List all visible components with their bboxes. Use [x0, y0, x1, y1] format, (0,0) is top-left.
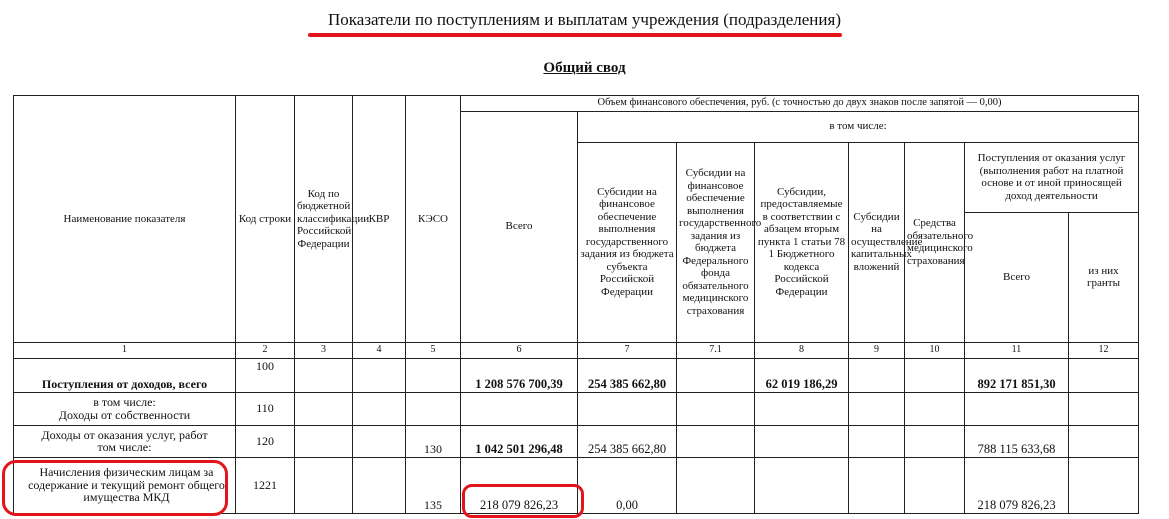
header-oms-funds: Средства обязательного медицинского страхования	[905, 142, 965, 342]
row-c8: 62 019 186,29	[755, 358, 849, 392]
row-c11	[965, 392, 1069, 425]
row-name-line: в том числе:	[93, 395, 156, 409]
row-c8	[755, 392, 849, 425]
row-name-line: Доходы от оказания услуг, работ	[41, 427, 208, 442]
col-num: 2	[236, 342, 295, 358]
table-row	[14, 358, 1139, 392]
row-c12	[1069, 392, 1139, 425]
row-c12	[1069, 425, 1139, 457]
row-c7	[578, 392, 677, 425]
col-num: 4	[353, 342, 406, 358]
row-c11: 218 079 826,23	[965, 457, 1069, 513]
header-volume: Объем финансового обеспечения, руб. (с точностью до двух знаков после запятой — 0,00)	[461, 96, 1139, 112]
row-name: Поступления от доходов, всего	[14, 358, 236, 392]
header-kvr: КВР	[353, 96, 406, 343]
row-c8	[755, 425, 849, 457]
row-kvr	[353, 392, 406, 425]
section-title: Общий свод	[543, 60, 626, 76]
row-c71	[677, 392, 755, 425]
row-c9	[849, 392, 905, 425]
row-total: 218 079 826,23	[461, 457, 578, 513]
row-budget-code	[295, 392, 353, 425]
highlight-oval-row-name	[2, 460, 228, 516]
row-kosgu: 130	[406, 425, 461, 457]
row-total	[461, 392, 578, 425]
table-row	[14, 425, 1139, 457]
row-name: Начисления физическим лицам за содержание и текущий ремонт общего имущества МКД	[14, 457, 236, 513]
row-c9	[849, 358, 905, 392]
row-c9	[849, 425, 905, 457]
col-num: 7	[578, 342, 677, 358]
row-c12	[1069, 358, 1139, 392]
page-title: Показатели по поступлениям и выплатам учреждения (подразделения)	[328, 10, 841, 29]
row-c71	[677, 358, 755, 392]
row-c8	[755, 457, 849, 513]
header-name: Наименование показателя	[14, 96, 236, 343]
row-c10	[905, 358, 965, 392]
row-c11: 788 115 633,68	[965, 425, 1069, 457]
row-kosgu	[406, 358, 461, 392]
column-number-row	[14, 342, 1139, 358]
row-budget-code	[295, 358, 353, 392]
row-code: 110	[236, 392, 295, 425]
row-name	[14, 425, 236, 457]
row-c10	[905, 457, 965, 513]
table-row	[14, 392, 1139, 425]
header-including: в том числе:	[578, 111, 1139, 142]
highlight-oval-row-total	[462, 484, 584, 518]
col-num: 8	[755, 342, 849, 358]
row-c7: 0,00	[578, 457, 677, 513]
row-total: 1 042 501 296,48	[461, 425, 578, 457]
row-c11: 892 171 851,30	[965, 358, 1069, 392]
row-c71	[677, 457, 755, 513]
title-highlight-underline	[308, 33, 842, 37]
col-num: 10	[905, 342, 965, 358]
row-c9	[849, 457, 905, 513]
row-code: 100	[236, 358, 295, 392]
header-subsidy-capital: Субсидии на осуществление капитальных вложений	[849, 142, 905, 342]
row-kvr	[353, 457, 406, 513]
header-code: Код строки	[236, 96, 295, 343]
row-code: 1221	[236, 457, 295, 513]
col-num: 9	[849, 342, 905, 358]
row-c10	[905, 392, 965, 425]
header-budget-code: Код по бюджетной классификации Российской Федерации	[295, 96, 353, 343]
row-c12	[1069, 457, 1139, 513]
row-c71	[677, 425, 755, 457]
header-paid-total: Всего	[965, 212, 1069, 342]
header-grants: из них гранты	[1069, 212, 1139, 342]
row-c7: 254 385 662,80	[578, 425, 677, 457]
row-name-line: том числе:	[97, 440, 152, 454]
col-num: 6	[461, 342, 578, 358]
header-subsidy-oms: Субсидии на финансовое обеспечение выполнения государственного задания из бюджета Федерального фонда обязательного медицинского страхования	[677, 142, 755, 342]
header-subsidy-state: Субсидии на финансовое обеспечение выполнения государственного задания из бюджета субъекта Российской Федерации	[578, 142, 677, 342]
col-num: 12	[1069, 342, 1139, 358]
header-paid-services: Поступления от оказания услуг (выполнения работ на платной основе и от иной приносящей доход деятельности	[965, 142, 1139, 212]
finance-table	[13, 95, 1139, 514]
row-c7: 254 385 662,80	[578, 358, 677, 392]
col-num: 3	[295, 342, 353, 358]
row-kvr	[353, 425, 406, 457]
row-total: 1 208 576 700,39	[461, 358, 578, 392]
col-num: 7.1	[677, 342, 755, 358]
col-num: 11	[965, 342, 1069, 358]
row-name	[14, 392, 236, 425]
row-name-line: Доходы от собственности	[58, 407, 191, 422]
header-subsidy-78: Субсидии, предоставляемые в соответствии с абзацем вторым пункта 1 статьи 78 1 Бюджетного кодекса Российской Федерации	[755, 142, 849, 342]
row-c10	[905, 425, 965, 457]
col-num: 5	[406, 342, 461, 358]
col-num: 1	[14, 342, 236, 358]
row-budget-code	[295, 425, 353, 457]
row-kosgu	[406, 392, 461, 425]
row-kvr	[353, 358, 406, 392]
row-code: 120	[236, 425, 295, 457]
header-kosgu: КЭСО	[406, 96, 461, 343]
row-kosgu: 135	[406, 457, 461, 513]
row-budget-code	[295, 457, 353, 513]
header-total: Всего	[461, 111, 578, 342]
